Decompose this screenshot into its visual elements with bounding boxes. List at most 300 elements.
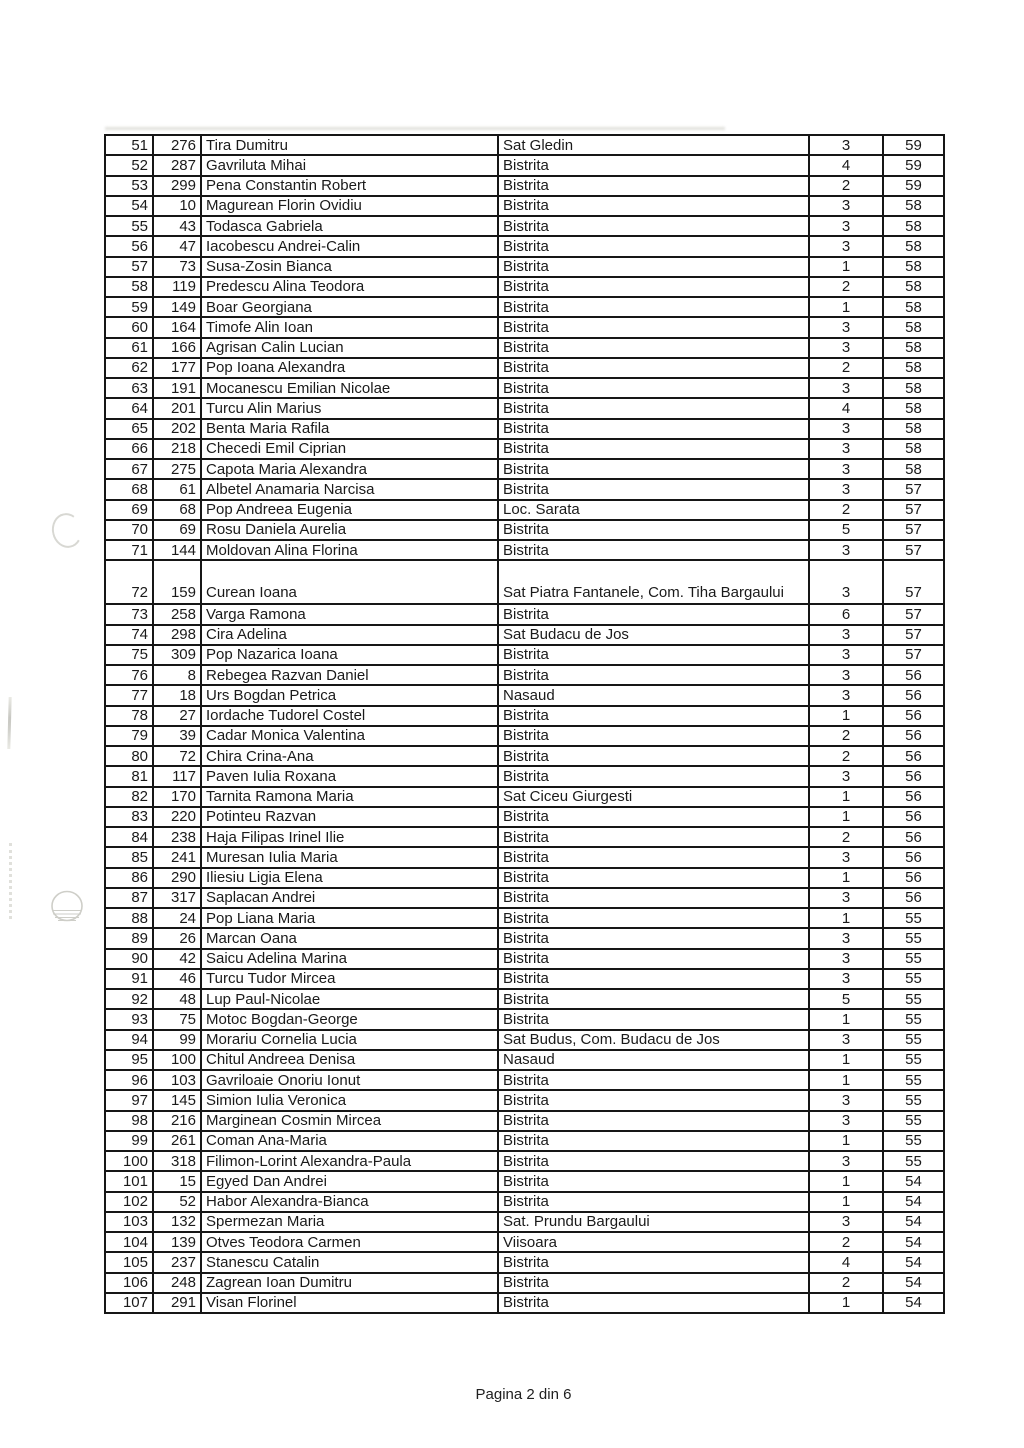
cell-name: Iliesiu Ligia Elena	[201, 868, 498, 888]
cell-score: 55	[883, 1131, 944, 1151]
cell-id: 144	[153, 540, 201, 560]
cell-id: 191	[153, 378, 201, 398]
cell-locality: Bistrita	[498, 1192, 809, 1212]
cell-id: 248	[153, 1273, 201, 1293]
cell-value: 3	[809, 135, 883, 155]
cell-value: 3	[809, 1212, 883, 1232]
cell-name: Visan Florinel	[201, 1293, 498, 1313]
cell-name: Muresan Iulia Maria	[201, 847, 498, 867]
cell-id: 149	[153, 297, 201, 317]
cell-name: Boar Georgiana	[201, 297, 498, 317]
cell-locality: Bistrita	[498, 1090, 809, 1110]
cell-no: 101	[105, 1171, 153, 1191]
cell-score: 56	[883, 847, 944, 867]
cell-name: Motoc Bogdan-George	[201, 1009, 498, 1029]
cell-value: 3	[809, 888, 883, 908]
cell-id: 99	[153, 1030, 201, 1050]
cell-locality: Bistrita	[498, 277, 809, 297]
cell-name: Iordache Tudorel Costel	[201, 706, 498, 726]
cell-score: 58	[883, 216, 944, 236]
cell-name: Haja Filipas Irinel Ilie	[201, 827, 498, 847]
cell-id: 318	[153, 1151, 201, 1171]
cell-id: 241	[153, 847, 201, 867]
cell-locality: Bistrita	[498, 216, 809, 236]
cell-no: 70	[105, 520, 153, 540]
cell-score: 58	[883, 297, 944, 317]
cell-value: 3	[809, 317, 883, 337]
table-row	[105, 459, 944, 479]
cell-value: 3	[809, 560, 883, 604]
cell-name: Predescu Alina Teodora	[201, 277, 498, 297]
cell-value: 4	[809, 398, 883, 418]
cell-value: 3	[809, 1090, 883, 1110]
cell-score: 54	[883, 1273, 944, 1293]
cell-locality: Bistrita	[498, 439, 809, 459]
cell-score: 58	[883, 419, 944, 439]
cell-score: 55	[883, 1111, 944, 1131]
cell-id: 170	[153, 787, 201, 807]
table-row	[105, 604, 944, 624]
cell-id: 132	[153, 1212, 201, 1232]
cell-locality: Viisoara	[498, 1232, 809, 1252]
cell-no: 53	[105, 176, 153, 196]
cell-id: 69	[153, 520, 201, 540]
cell-score: 54	[883, 1192, 944, 1212]
cell-score: 57	[883, 560, 944, 604]
cell-no: 79	[105, 726, 153, 746]
cell-locality: Bistrita	[498, 176, 809, 196]
table-row	[105, 1009, 944, 1029]
cell-name: Paven Iulia Roxana	[201, 766, 498, 786]
cell-name: Coman Ana-Maria	[201, 1131, 498, 1151]
cell-name: Zagrean Ioan Dumitru	[201, 1273, 498, 1293]
table-row	[105, 1293, 944, 1313]
cell-no: 72	[105, 560, 153, 604]
cell-id: 201	[153, 398, 201, 418]
cell-score: 55	[883, 1030, 944, 1050]
cell-score: 56	[883, 807, 944, 827]
cell-id: 61	[153, 479, 201, 499]
cell-locality: Loc. Sarata	[498, 500, 809, 520]
table-row	[105, 665, 944, 685]
cell-no: 54	[105, 196, 153, 216]
table-row	[105, 1252, 944, 1272]
cell-name: Pop Liana Maria	[201, 908, 498, 928]
cell-name: Marginean Cosmin Mircea	[201, 1111, 498, 1131]
table-row	[105, 645, 944, 665]
cell-locality: Bistrita	[498, 297, 809, 317]
cell-locality: Bistrita	[498, 766, 809, 786]
cell-value: 4	[809, 155, 883, 175]
cell-value: 3	[809, 928, 883, 948]
cell-no: 62	[105, 358, 153, 378]
cell-score: 56	[883, 726, 944, 746]
cell-locality: Bistrita	[498, 398, 809, 418]
cell-locality: Bistrita	[498, 1070, 809, 1090]
cell-value: 3	[809, 665, 883, 685]
cell-id: 26	[153, 928, 201, 948]
table-row	[105, 236, 944, 256]
cell-locality: Bistrita	[498, 1111, 809, 1131]
results-table	[104, 134, 945, 1314]
cell-locality: Bistrita	[498, 868, 809, 888]
table-row	[105, 969, 944, 989]
cell-value: 1	[809, 868, 883, 888]
cell-value: 2	[809, 1273, 883, 1293]
page-footer: Pagina 2 din 6	[475, 1386, 572, 1403]
table-row	[105, 868, 944, 888]
cell-no: 99	[105, 1131, 153, 1151]
table-row	[105, 479, 944, 499]
cell-value: 2	[809, 726, 883, 746]
cell-locality: Bistrita	[498, 827, 809, 847]
cell-id: 298	[153, 625, 201, 645]
cell-id: 18	[153, 685, 201, 705]
cell-name: Iacobescu Andrei-Calin	[201, 236, 498, 256]
cell-value: 3	[809, 625, 883, 645]
cell-id: 119	[153, 277, 201, 297]
cell-score: 58	[883, 439, 944, 459]
cell-value: 3	[809, 766, 883, 786]
table-row	[105, 766, 944, 786]
cell-score: 54	[883, 1171, 944, 1191]
table-row	[105, 1151, 944, 1171]
table-row	[105, 520, 944, 540]
cell-score: 59	[883, 176, 944, 196]
cell-value: 2	[809, 277, 883, 297]
cell-score: 55	[883, 989, 944, 1009]
cell-no: 86	[105, 868, 153, 888]
table-row	[105, 1273, 944, 1293]
cell-score: 54	[883, 1293, 944, 1313]
cell-value: 3	[809, 459, 883, 479]
cell-locality: Bistrita	[498, 419, 809, 439]
cell-value: 1	[809, 908, 883, 928]
cell-locality: Bistrita	[498, 847, 809, 867]
cell-no: 66	[105, 439, 153, 459]
scan-artifact-curve	[49, 510, 86, 550]
cell-no: 80	[105, 746, 153, 766]
cell-no: 78	[105, 706, 153, 726]
cell-score: 57	[883, 645, 944, 665]
cell-no: 90	[105, 949, 153, 969]
cell-value: 1	[809, 1293, 883, 1313]
cell-value: 3	[809, 419, 883, 439]
cell-score: 55	[883, 1050, 944, 1070]
table-row	[105, 625, 944, 645]
cell-id: 164	[153, 317, 201, 337]
table-row	[105, 1030, 944, 1050]
cell-no: 76	[105, 665, 153, 685]
table-row	[105, 540, 944, 560]
table-row	[105, 908, 944, 928]
cell-no: 77	[105, 685, 153, 705]
scan-artifact-streak-top	[7, 697, 11, 749]
cell-value: 1	[809, 787, 883, 807]
table-row	[105, 807, 944, 827]
cell-no: 81	[105, 766, 153, 786]
cell-no: 93	[105, 1009, 153, 1029]
table-row	[105, 746, 944, 766]
cell-score: 57	[883, 540, 944, 560]
cell-locality: Bistrita	[498, 520, 809, 540]
cell-name: Tarnita Ramona Maria	[201, 787, 498, 807]
cell-locality: Nasaud	[498, 1050, 809, 1070]
cell-value: 3	[809, 439, 883, 459]
cell-name: Pena Constantin Robert	[201, 176, 498, 196]
cell-no: 60	[105, 317, 153, 337]
cell-name: Turcu Tudor Mircea	[201, 969, 498, 989]
cell-score: 57	[883, 625, 944, 645]
table-row	[105, 949, 944, 969]
table-row	[105, 297, 944, 317]
cell-locality: Bistrita	[498, 236, 809, 256]
table-row	[105, 1131, 944, 1151]
cell-no: 98	[105, 1111, 153, 1131]
cell-score: 56	[883, 888, 944, 908]
cell-id: 15	[153, 1171, 201, 1191]
cell-id: 220	[153, 807, 201, 827]
cell-score: 56	[883, 766, 944, 786]
cell-no: 105	[105, 1252, 153, 1272]
cell-name: Filimon-Lorint Alexandra-Paula	[201, 1151, 498, 1171]
cell-no: 68	[105, 479, 153, 499]
cell-locality: Sat Budus, Com. Budacu de Jos	[498, 1030, 809, 1050]
cell-name: Morariu Cornelia Lucia	[201, 1030, 498, 1050]
cell-score: 55	[883, 908, 944, 928]
cell-locality: Sat. Prundu Bargaului	[498, 1212, 809, 1232]
cell-score: 55	[883, 949, 944, 969]
cell-score: 54	[883, 1212, 944, 1232]
cell-score: 58	[883, 196, 944, 216]
cell-no: 61	[105, 338, 153, 358]
cell-value: 1	[809, 1070, 883, 1090]
cell-locality: Bistrita	[498, 604, 809, 624]
cell-id: 218	[153, 439, 201, 459]
cell-no: 89	[105, 928, 153, 948]
cell-id: 68	[153, 500, 201, 520]
cell-value: 1	[809, 706, 883, 726]
cell-id: 48	[153, 989, 201, 1009]
cell-score: 56	[883, 746, 944, 766]
cell-locality: Bistrita	[498, 1252, 809, 1272]
cell-no: 56	[105, 236, 153, 256]
cell-score: 57	[883, 479, 944, 499]
cell-locality: Sat Budacu de Jos	[498, 625, 809, 645]
table-row	[105, 1070, 944, 1090]
cell-no: 69	[105, 500, 153, 520]
cell-locality: Sat Gledin	[498, 135, 809, 155]
cell-no: 83	[105, 807, 153, 827]
table-row	[105, 1171, 944, 1191]
table-row	[105, 277, 944, 297]
cell-name: Albetel Anamaria Narcisa	[201, 479, 498, 499]
cell-locality: Nasaud	[498, 685, 809, 705]
cell-no: 96	[105, 1070, 153, 1090]
cell-score: 56	[883, 868, 944, 888]
cell-name: Cadar Monica Valentina	[201, 726, 498, 746]
cell-no: 104	[105, 1232, 153, 1252]
cell-value: 3	[809, 378, 883, 398]
cell-locality: Sat Piatra Fantanele, Com. Tiha Bargaului	[498, 560, 809, 604]
cell-locality: Bistrita	[498, 888, 809, 908]
cell-score: 57	[883, 520, 944, 540]
cell-id: 309	[153, 645, 201, 665]
cell-no: 107	[105, 1293, 153, 1313]
table-row	[105, 928, 944, 948]
cell-locality: Bistrita	[498, 540, 809, 560]
cell-value: 2	[809, 176, 883, 196]
cell-no: 91	[105, 969, 153, 989]
cell-id: 52	[153, 1192, 201, 1212]
cell-value: 3	[809, 847, 883, 867]
table-row	[105, 398, 944, 418]
cell-no: 84	[105, 827, 153, 847]
cell-no: 94	[105, 1030, 153, 1050]
cell-id: 46	[153, 969, 201, 989]
cell-locality: Bistrita	[498, 459, 809, 479]
cell-score: 56	[883, 665, 944, 685]
cell-no: 82	[105, 787, 153, 807]
cell-locality: Bistrita	[498, 908, 809, 928]
cell-name: Agrisan Calin Lucian	[201, 338, 498, 358]
cell-locality: Bistrita	[498, 1171, 809, 1191]
cell-id: 73	[153, 257, 201, 277]
cell-score: 56	[883, 787, 944, 807]
cell-name: Curean Ioana	[201, 560, 498, 604]
cell-value: 3	[809, 540, 883, 560]
cell-name: Otves Teodora Carmen	[201, 1232, 498, 1252]
table-row	[105, 1090, 944, 1110]
table-row	[105, 1232, 944, 1252]
table-row	[105, 196, 944, 216]
cell-locality: Bistrita	[498, 665, 809, 685]
cell-id: 258	[153, 604, 201, 624]
table-row	[105, 560, 944, 604]
cell-no: 55	[105, 216, 153, 236]
cell-no: 52	[105, 155, 153, 175]
cell-id: 291	[153, 1293, 201, 1313]
table-row	[105, 500, 944, 520]
cell-name: Gavriloaie Onoriu Ionut	[201, 1070, 498, 1090]
cell-name: Habor Alexandra-Bianca	[201, 1192, 498, 1212]
cell-name: Marcan Oana	[201, 928, 498, 948]
table-row	[105, 989, 944, 1009]
cell-id: 139	[153, 1232, 201, 1252]
cell-locality: Bistrita	[498, 479, 809, 499]
cell-no: 100	[105, 1151, 153, 1171]
cell-no: 92	[105, 989, 153, 1009]
cell-value: 3	[809, 1151, 883, 1171]
cell-locality: Bistrita	[498, 989, 809, 1009]
cell-name: Todasca Gabriela	[201, 216, 498, 236]
scan-artifact-streak-bottom	[9, 843, 12, 919]
cell-score: 55	[883, 1090, 944, 1110]
cell-id: 202	[153, 419, 201, 439]
cell-no: 87	[105, 888, 153, 908]
cell-score: 55	[883, 1009, 944, 1029]
cell-locality: Bistrita	[498, 969, 809, 989]
cell-name: Pop Nazarica Ioana	[201, 645, 498, 665]
cell-value: 3	[809, 949, 883, 969]
cell-id: 276	[153, 135, 201, 155]
cell-name: Saicu Adelina Marina	[201, 949, 498, 969]
cell-value: 1	[809, 257, 883, 277]
cell-name: Potinteu Razvan	[201, 807, 498, 827]
cell-locality: Bistrita	[498, 196, 809, 216]
cell-id: 42	[153, 949, 201, 969]
cell-name: Capota Maria Alexandra	[201, 459, 498, 479]
cell-no: 65	[105, 419, 153, 439]
cell-value: 1	[809, 1009, 883, 1029]
cell-no: 67	[105, 459, 153, 479]
cell-id: 238	[153, 827, 201, 847]
cell-locality: Bistrita	[498, 706, 809, 726]
cell-value: 5	[809, 520, 883, 540]
cell-name: Saplacan Andrei	[201, 888, 498, 908]
table-row	[105, 439, 944, 459]
cell-locality: Bistrita	[498, 378, 809, 398]
results-table-body	[105, 135, 944, 1313]
cell-no: 73	[105, 604, 153, 624]
table-row	[105, 726, 944, 746]
cell-value: 2	[809, 746, 883, 766]
cell-no: 103	[105, 1212, 153, 1232]
cell-score: 54	[883, 1232, 944, 1252]
cell-score: 54	[883, 1252, 944, 1272]
cell-locality: Bistrita	[498, 807, 809, 827]
cell-id: 103	[153, 1070, 201, 1090]
cell-locality: Bistrita	[498, 949, 809, 969]
cell-no: 71	[105, 540, 153, 560]
cell-id: 100	[153, 1050, 201, 1070]
table-row	[105, 827, 944, 847]
cell-name: Chira Crina-Ana	[201, 746, 498, 766]
cell-value: 1	[809, 1050, 883, 1070]
cell-score: 58	[883, 236, 944, 256]
table-row	[105, 888, 944, 908]
cell-score: 58	[883, 459, 944, 479]
cell-value: 6	[809, 604, 883, 624]
cell-id: 75	[153, 1009, 201, 1029]
cell-name: Chitul Andreea Denisa	[201, 1050, 498, 1070]
cell-locality: Bistrita	[498, 155, 809, 175]
cell-score: 58	[883, 257, 944, 277]
cell-score: 58	[883, 398, 944, 418]
cell-name: Susa-Zosin Bianca	[201, 257, 498, 277]
cell-id: 39	[153, 726, 201, 746]
cell-name: Gavriluta Mihai	[201, 155, 498, 175]
cell-name: Pop Ioana Alexandra	[201, 358, 498, 378]
cell-no: 57	[105, 257, 153, 277]
cell-id: 290	[153, 868, 201, 888]
cell-value: 2	[809, 358, 883, 378]
cell-id: 177	[153, 358, 201, 378]
cell-no: 63	[105, 378, 153, 398]
cell-locality: Bistrita	[498, 1273, 809, 1293]
cell-name: Varga Ramona	[201, 604, 498, 624]
cell-id: 72	[153, 746, 201, 766]
cell-name: Benta Maria Rafila	[201, 419, 498, 439]
cell-value: 3	[809, 685, 883, 705]
cell-name: Moldovan Alina Florina	[201, 540, 498, 560]
cell-id: 27	[153, 706, 201, 726]
cell-name: Checedi Emil Ciprian	[201, 439, 498, 459]
cell-id: 261	[153, 1131, 201, 1151]
cell-score: 58	[883, 317, 944, 337]
cell-value: 3	[809, 196, 883, 216]
cell-score: 57	[883, 604, 944, 624]
